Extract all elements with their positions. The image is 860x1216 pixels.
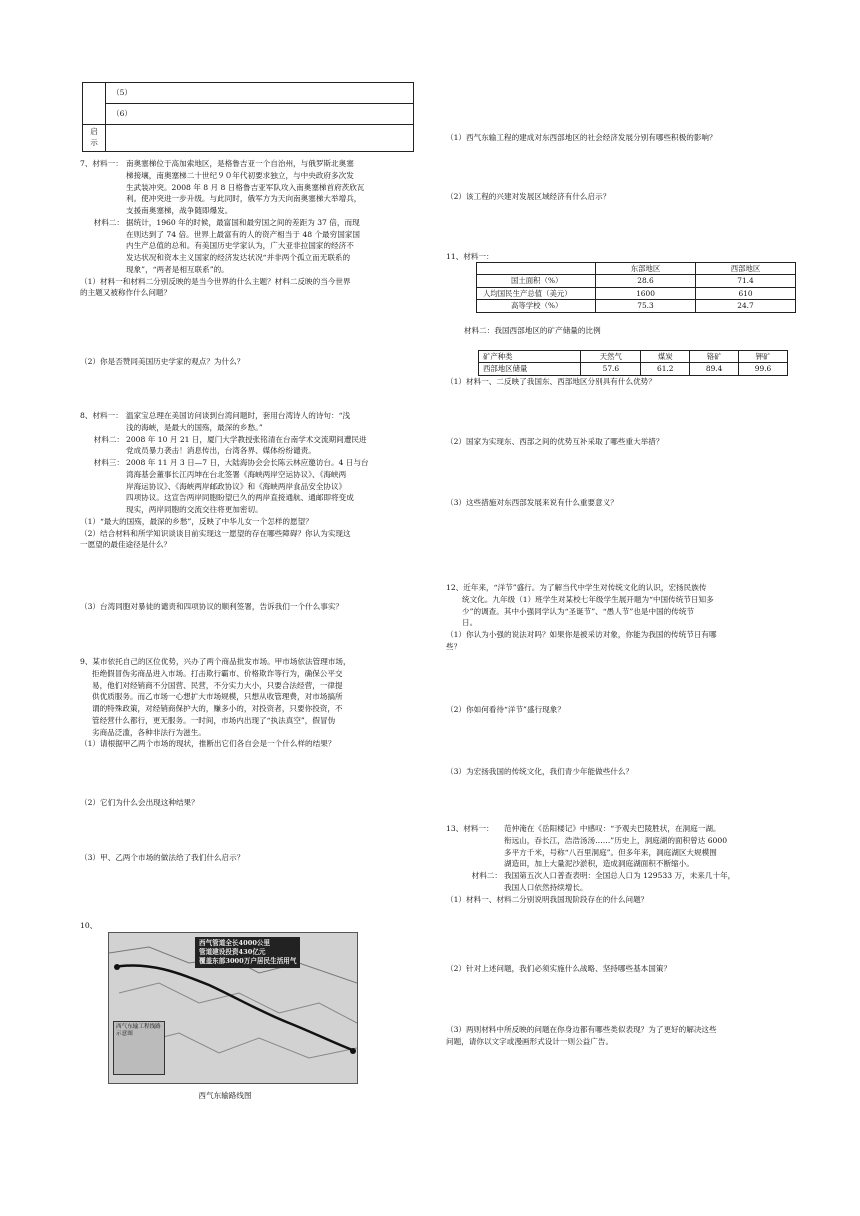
table-side-label: 启 示 <box>83 125 106 152</box>
q13-sub-2: （2）针对上述问题，我们必须实施什么战略、坚持哪些基本国策？ <box>446 964 672 973</box>
q8-material-2-label: 材料二： <box>93 434 124 444</box>
q13-sub-1: （1）材料一、材料二分别说明我国现阶段存在的什么问题？ <box>446 894 649 904</box>
q13-m1-line: 多平方千米，号称“八百里洞庭”。但多年来，洞庭湖区大规模围 <box>504 847 717 857</box>
q9-line: 拒绝假冒伪劣商品进入市场。打击欺行霸市、价格欺诈等行为，确保公平交 <box>92 668 343 678</box>
table-header: 矿产种类 <box>479 351 581 363</box>
table-header <box>477 263 596 275</box>
q8-m3-line: 岸海运协议》、《海峡两岸邮政协议》和《海峡两岸食品安全协议》 <box>126 481 347 491</box>
q13-m1-line: 湖造田，加上大量泥沙淤积，造成洞庭湖面积不断缩小。 <box>504 859 694 869</box>
q10-sub-1: （1）西气东输工程的建成对东西部地区的社会经济发展分别有哪些积极的影响？ <box>446 133 717 142</box>
gas-pipeline-map <box>108 932 358 1084</box>
table-row: 国土面积（%） 28.6 71.4 <box>477 275 796 287</box>
q12-line: 统文化。九年级（1）班学生对某校七年级学生展开题为“中国传统节日知多 <box>462 594 714 604</box>
pipeline-endpoint <box>350 1048 356 1054</box>
q7-m1-line: 南奥塞梯位于高加索地区，是格鲁吉亚一个自治州，与俄罗斯北奥塞 <box>126 159 354 168</box>
q7-material-2-label: 材料二： <box>93 217 124 227</box>
q13-m1-line: 衔远山，吞长江，浩浩汤汤……”历史上，洞庭湖的面积曾达 6000 <box>504 835 728 845</box>
table-row: 西部地区储量 57.6 61.2 89.4 99.6 <box>479 363 788 375</box>
q8-m3-line: 四项协议。这宣告两岸同胞盼望已久的两岸直接通航、通邮即将变成 <box>126 493 354 503</box>
q7-m2-line: 据统计，1960 年的时候，最富国和最穷国之间的差距为 37 倍，而现 <box>126 217 360 227</box>
q9-line: 谓的特殊政策，对经销商保护大的，赚多小的，对投资者，只要你投资，不 <box>92 704 343 714</box>
q12-line: 少”的调查。其中小强同学认为“圣诞节”、“愚人节”也是中国的传统节 <box>462 606 695 616</box>
q9-line: 供优质服务。而乙市场一心想扩大市场规模，只想从收管理费，对市场搞所 <box>92 692 343 702</box>
map-info-box: 西气管道全长4000公里 管道建设投资430亿元 覆盖东部3000万户居民生活用气 <box>195 937 300 968</box>
q8-material-1-label: 8、材料一： <box>80 411 123 420</box>
q7-m2-line: 发达状况和资本主义国家的经济发达状况“并非两个孤立而无联系的 <box>126 253 351 263</box>
q13-m1-line: 范仲淹在《岳阳楼记》中感叹：“予观夫巴陵胜状，在洞庭一湖。 <box>504 824 721 833</box>
answer-table <box>82 82 414 152</box>
question-13 <box>446 823 806 905</box>
table-row-6: （6） <box>106 104 414 125</box>
q8-material-3-label: 材料三： <box>93 458 124 468</box>
q7-m1-line: 支援南奥塞梯，战争随即爆发。 <box>126 206 233 216</box>
q9-line: 9、某市依托自己的区位优势，兴办了两个商品批发市场。甲市场依法管理市场， <box>80 657 351 666</box>
q9-line: 易，他们对经销商不分国营、民营，不分实力大小，只要合法经营，一律提 <box>92 680 343 690</box>
q9-line: 管经营什么都行，更无服务。一时间，市场内出现了“执法真空”，假冒伪 <box>92 715 336 725</box>
q9-sub-3: （3）甲、乙两个市场的做法给了我们什么启示？ <box>80 853 245 862</box>
q7-sub-1: （1）材料一和材料二分别反映的是当今世界的什么主题？材料二反映的当今世界 <box>80 276 351 286</box>
table-header: 钾矿 <box>739 351 788 363</box>
question-12 <box>446 582 806 653</box>
q8-sub-3: （3）台湾同胞对暴徒的谴责和四项协议的顺利签署，告诉我们一个什么事实？ <box>80 602 344 611</box>
q8-sub-2: （2）结合材料和所学知识谈谈目前实现这一愿望的存在哪些障碍？你认为实现这 <box>80 528 351 538</box>
q8-sub-2: 一愿望的最佳途径是什么？ <box>80 540 172 550</box>
q8-m2-line: 2008 年 10 月 21 日，厦门大学教授张铭清在台南学术交流期间遭民进 <box>126 434 367 444</box>
mineral-table <box>478 350 788 376</box>
q7-sub-2: （2）你是否赞同美国历史学家的观点？为什么？ <box>80 357 245 366</box>
pipeline-start <box>114 964 120 970</box>
q10-label: 10、 <box>80 921 98 930</box>
table-row: 高等学校（%） 75.3 24.7 <box>477 300 796 312</box>
q9-line: 劣商品泛滥，各种非法行为滋生。 <box>92 727 206 737</box>
q11-label: 11、材料一： <box>446 252 494 261</box>
map-caption: 西气东输路线图 <box>198 1091 252 1100</box>
q13-m2-line: 我国人口依然持续增长。 <box>504 882 588 892</box>
q13-material-1-label: 13、材料一： <box>446 824 494 833</box>
q8-m2-line: 党成员暴力袭击！消息传出，台湾各界、媒体纷纷谴责。 <box>126 446 316 456</box>
table-row: 人均国民生产总值（美元） 1600 610 <box>477 287 796 299</box>
q12-sub-3: （3）为宏扬我国的传统文化，我们青少年能做些什么？ <box>446 767 634 776</box>
q12-sub-1: 些？ <box>446 641 462 651</box>
table-header: 东部地区 <box>596 263 696 275</box>
q8-sub-1: （1）“最大的国殇，最深的乡愁”，反映了中华儿女一个怎样的愿望？ <box>80 516 313 526</box>
question-8 <box>80 410 420 551</box>
q8-m3-line: 湾海基会董事长江丙坤在台北签署《海峡两岸空运协议》、《海峡两 <box>126 469 347 479</box>
q7-m1-line: 利。使冲突进一步升级。与此同时，俄军方为天向南奥塞梯大举增兵， <box>126 194 362 204</box>
question-7 <box>80 158 420 299</box>
q11-sub-3: （3）这些措施对东西部发展来说有什么重要意义？ <box>446 498 618 507</box>
q8-m3-line: 现实，两岸同胞的交流交往将更加密切。 <box>126 505 263 515</box>
table-header: 天然气 <box>581 351 641 363</box>
q12-line: 日。 <box>462 618 478 628</box>
q9-sub-1: （1）请根据甲乙两个市场的现状，推断出它们各自会是一个什么样的结果？ <box>80 739 336 749</box>
q7-m2-line: 现象”，“两者是相互联系”的。 <box>126 264 229 274</box>
q7-m2-line: 在则达到了 74 倍。世界上最富有的人的资产相当于 48 个最穷国家国 <box>126 229 361 239</box>
q13-m2-line: 我国第五次人口普查表明：全国总人口为 129533 万，未来几十年， <box>504 871 736 881</box>
map-legend: 西气东输工程线路示意图 <box>113 1021 165 1075</box>
q7-m1-line: 生武装冲突。2008 年 8 月 8 日格鲁吉亚军队攻入南奥塞梯首府茨欣瓦 <box>126 182 365 192</box>
q11-sub-2: （2）国家为实现东、西部之间的优势互补采取了哪些重大举措？ <box>446 437 664 446</box>
q7-sub-1: 的主题又被称作什么问题？ <box>80 288 172 298</box>
q7-m2-line: 内生产总值的总和。有美国历史学家认为，广大亚非拉国家的经济不 <box>126 241 354 251</box>
q7-material-1-label: 7、材料一： <box>80 159 123 168</box>
q11-sub-1: （1）材料一、二反映了我国东、西部地区分别具有什么优势？ <box>446 377 656 386</box>
table-header: 西部地区 <box>696 263 796 275</box>
q12-sub-1: （1）你认为小强的说法对吗？如果你是被采访对象，你能为我国的传统节日有哪 <box>446 630 717 640</box>
question-9 <box>80 656 420 750</box>
table-row-5: （5） <box>106 83 414 104</box>
q11-material-2: 材料二：我国西部地区的矿产储量的比例 <box>464 326 601 335</box>
q13-material-2-label: 材料二： <box>471 871 502 881</box>
q13-sub-3: （3）两则材料中所反映的问题在你身边都有哪些类似表现？为了更好的解决这些 问题，请你以文字或漫画形式设计一则公益广告。 <box>446 1025 717 1046</box>
table-header: 煤炭 <box>641 351 690 363</box>
q9-sub-2: （2）它们为什么会出现这种结果？ <box>80 798 199 807</box>
east-west-table <box>476 262 796 313</box>
q8-m3-line: 2008 年 11 月 3 日—7 日，大陆海协会会长陈云林应邀访台。4 日与台 <box>126 458 369 468</box>
table-header: 铬矿 <box>690 351 739 363</box>
q12-sub-2: （2）你如何看待“洋节”盛行现象？ <box>446 705 565 714</box>
q7-m1-line: 梯接壤，南奥塞梯二十世纪９０年代初要求独立，与中央政府多次发 <box>126 170 354 180</box>
q8-m1-line: 浅的海峡，是最大的国殇，最深的乡愁。” <box>126 422 263 432</box>
q10-sub-2: （2）该工程的兴建对发展区域经济有什么启示？ <box>446 192 611 201</box>
q8-m1-line: 温家宝总理在美国访问谈到台湾问题时，套用台湾诗人的诗句：“浅 <box>126 411 351 420</box>
q12-line: 12、近年来，“洋节”盛行。为了解当代中学生对传统文化的认识，宏扬民族传 <box>446 583 707 592</box>
